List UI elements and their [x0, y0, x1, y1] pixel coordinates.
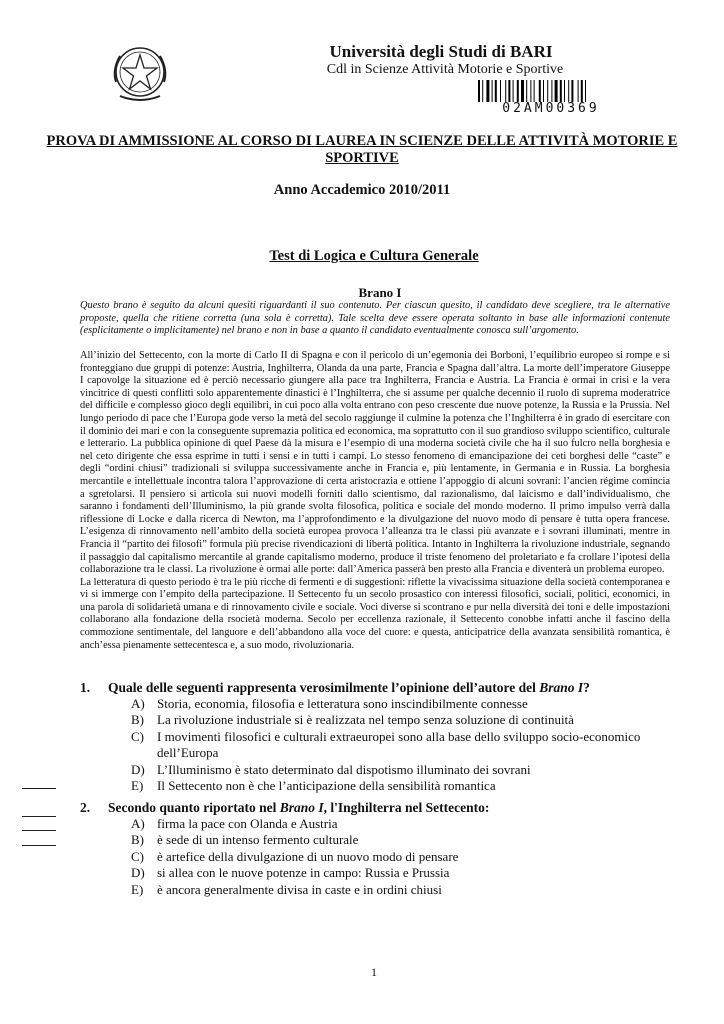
- question-number: 2.: [80, 800, 91, 815]
- section-title: Test di Logica e Cultura Generale: [269, 248, 479, 264]
- passage: [80, 350, 670, 652]
- option-text: Il Settecento non è che l’anticipazione della sensibilità romantica: [157, 778, 496, 794]
- answer-option-a[interactable]: [80, 816, 690, 832]
- option-text: Storia, economia, filosofia e letteratura sono inscindibilmente connesse: [157, 696, 528, 711]
- barcode-bar: [560, 80, 562, 102]
- page-number: 1: [371, 965, 377, 979]
- question-text: [80, 680, 690, 696]
- barcode-bar: [486, 80, 489, 102]
- answer-option-a[interactable]: [80, 696, 690, 712]
- answer-option-c[interactable]: [80, 729, 690, 762]
- barcode-bar: [526, 80, 527, 102]
- answer-option-b[interactable]: [80, 832, 690, 848]
- barcode-bar: [508, 80, 510, 102]
- barcode-bar: [478, 80, 480, 102]
- barcode-bar: [534, 80, 535, 102]
- option-letter: B): [131, 832, 144, 848]
- question-1: [80, 680, 690, 794]
- option-letter: E): [131, 881, 144, 897]
- question-number: 1.: [80, 680, 91, 695]
- instructions: Questo brano è seguito da alcuni quesiti riguardanti il suo contenuto. Per ciascun quesito, il candidato deve scegliere, tra le alternative proposte, quella che ritiene corretta (una sola è corretta). Tale scelta deve essere operata soltanto in base alle informazioni contenute (esplicitamente o implicitamente) nel brano e non in base a quanto il candidato eventualmente conosca sull’argomento.: [80, 300, 670, 337]
- university-name: Università degli Studi di BARI: [329, 42, 553, 61]
- option-text: è ancora generalmente divisa in caste e in ordini chiusi: [157, 881, 442, 897]
- option-text: I movimenti filosofici e culturali extraeuropei sono alla base dello sviluppo socio-economico dell’Europa: [157, 728, 641, 761]
- barcode-bar: [581, 80, 583, 102]
- barcode-bar: [492, 80, 493, 102]
- barcode-bar: [482, 80, 483, 102]
- barcode-bar: [578, 80, 579, 102]
- option-letter: B): [131, 712, 144, 728]
- barcode: [478, 80, 624, 102]
- option-letter: C): [131, 728, 144, 744]
- passage-paragraph: La letteratura di questo periodo è tra le più ricche di fermenti e di suggestioni: riflette la vivacissima situazione della società contemporanea e vi si immerge con l’empito della partecipazione. Il Settecento fu un secolo prosastico con interessi filosofici, sociali, politici, economici, in una parola di solidarietà umana e di rinnovamento civile e sociale. Voci diverse si scontrano e pur nella diversità dei toni e delle impostazioni collaborano alla fondazione della rsocietà moderna. Secolo per eccellenza razionale, il Settecento conobbe infatti anche il fascino della commozione sentimentale, del languore e dell’abbandono alla voce del cuore: e questa, anticipatrice della avanzata sensibilità romantica, è anch’essa pienamente settecentesca e, a suo modo, rivoluzionaria.: [80, 576, 670, 651]
- question-text-italic: Brano I: [279, 800, 324, 815]
- answer-option-c[interactable]: [80, 849, 690, 865]
- question-text: [80, 800, 690, 816]
- barcode-bar: [495, 80, 497, 102]
- barcode-bar: [555, 80, 558, 102]
- answer-blank[interactable]: [22, 788, 56, 789]
- answer-option-d[interactable]: [80, 762, 690, 778]
- barcode-bar: [571, 80, 573, 102]
- option-letter: A): [131, 816, 145, 831]
- barcode-bar: [505, 80, 506, 102]
- answer-blank[interactable]: [22, 830, 56, 831]
- answer-blank[interactable]: [22, 845, 56, 846]
- passage-paragraph: All’inizio del Settecento, con la morte di Carlo II di Spagna e con il pericolo di un’egemonia dei Borboni, l’equilibrio europeo si rompe e si fronteggiano due gruppi di potenze: Austria, Inghilterra, Olanda da una parte, Francia e Spagna dall’altra. La morte dell’imperatore Giuseppe I capovolge la situazione ed è perciò necessario giungere alla pace tra Inghilterra, Francia e Austria. La Francia è ormai in crisi e la vera vincitrice di questi conflitti solo apparentemente dinastici è l’Inghilterra, che si assume per qualche decennio il ruolo di suprema moderatrice del difficile e complesso gioco degli equilibri, in cui poco alla volta entrano con peso crescente due nuove potenze, la Russia e la Prussia. Nel lungo periodo di pace che l’Europa gode verso la metà del secolo raggiunge il culmine la potenza che l’Inghilterra è in grado di esercitare con il dominio dei mari e con la conseguente supremazia politica ed economica, ma soprattutto con il suo grandioso sviluppo scientifico, culturale e letterario. La pubblica opinione di quel Paese dà la misura e l’esempio di una moderna società civile che ha il suo fulcro nella borghesia e nel ceto dirigente che essa esprime in tutti i sensi e in tutti i campi. Lo stesso fenomeno di emancipazione dei ceti borghesi delle “caste” e degli “ordini chiusi” tradizionali si sviluppa successivamente anche in Francia e, più lentamente, in Germania e in Russia. La borghesia mercantile e intellettuale incontra talora l’approvazione di certa aristocrazia e ottiene l’appoggio di alcuni sovrani: l’ancien régime comincia a sgretolarsi. Il pensiero si articola sui nuovi modelli forniti dallo scientismo, dal razionalismo, dal laicismo e dall’individualismo, che saranno i fondamenti dell’Illuminismo, la più grande svolta filosofica, politica e sociale del mondo moderno. Il primo impulso verrà dalla riflessione di Locke e dalla ricerca di Newton, ma l’approfondimento e la divulgazione del nuovo modo di pensare è tutta opera francese. L’esigenza di rinnovamento nell’ambito della società europea provoca l’alleanza tra le classi più avanzate e i sovrani illuminati, mentre in Francia il “partito dei filosofi” formula più precise rivendicazioni di libertà politica. Intanto in Inghilterra la rivoluzione industriale, segnando il passaggio dal capitalismo mercantile al grande capitalismo moderno, produce il triste fenomeno del proletariato e fa crollare l’ipotesi della collaborazione tra le classi. La rivoluzione è ormai alle porte: dall’America passerà ben presto alla Francia e diventerà un problema europeo.: [80, 350, 670, 576]
- course-name: Cdl in Scienze Attività Motorie e Sportive: [326, 62, 564, 77]
- question-text-part: Secondo quanto riportato nel: [108, 800, 280, 815]
- option-letter: E): [131, 778, 144, 794]
- barcode-bar: [543, 80, 544, 102]
- republic-emblem-icon: [108, 40, 172, 104]
- option-text: è artefice della divulgazione di un nuovo modo di pensare: [157, 848, 459, 864]
- option-text: si allea con le nuove potenze in campo: Russia e Prussia: [157, 865, 450, 881]
- option-text: è sede di un intenso fermento culturale: [157, 832, 359, 848]
- barcode-bar: [547, 80, 548, 102]
- question-text-part: Quale delle seguenti rappresenta verosimilmente l’opinione dell’autore del: [108, 680, 540, 695]
- answer-blank[interactable]: [22, 816, 56, 817]
- answer-option-d[interactable]: [80, 865, 690, 881]
- brano-title: Brano I: [358, 285, 402, 300]
- barcode-bar: [530, 80, 531, 102]
- answer-option-b[interactable]: [80, 712, 690, 728]
- barcode-bar: [551, 80, 552, 102]
- question-2: [80, 800, 690, 898]
- question-text-part: ?: [583, 680, 590, 695]
- barcode-bar: [564, 80, 565, 102]
- option-text: firma la pace con Olanda e Austria: [157, 816, 338, 831]
- test-title: PROVA DI AMMISSIONE AL CORSO DI LAUREA IN SCIENZE DELLE ATTIVITÀ MOTORIE E SPORTIVE: [46, 133, 678, 166]
- barcode-number: 02AM00369: [502, 101, 600, 116]
- option-text: La rivoluzione industriale si è realizzata nel tempo senza soluzione di continuità: [157, 712, 574, 728]
- question-text-part: , l'Inghilterra nel Settecento:: [323, 800, 490, 815]
- option-letter: D): [131, 761, 145, 777]
- option-text: L’Illuminismo è stato determinato dal dispotismo illuminato dei sovrani: [157, 761, 531, 777]
- option-letter: D): [131, 865, 145, 881]
- barcode-bar: [539, 80, 541, 102]
- answer-option-e[interactable]: [80, 778, 690, 794]
- barcode-bar: [513, 80, 514, 102]
- academic-year: Anno Accademico 2010/2011: [273, 182, 451, 198]
- option-letter: C): [131, 848, 144, 864]
- option-letter: A): [131, 696, 145, 711]
- barcode-bar: [500, 80, 501, 102]
- barcode-bar: [585, 80, 586, 102]
- barcode-bar: [521, 80, 524, 102]
- question-text-italic: Brano I: [539, 680, 584, 695]
- barcode-bar: [517, 80, 519, 102]
- barcode-bar: [568, 80, 569, 102]
- answer-option-e[interactable]: [80, 882, 690, 898]
